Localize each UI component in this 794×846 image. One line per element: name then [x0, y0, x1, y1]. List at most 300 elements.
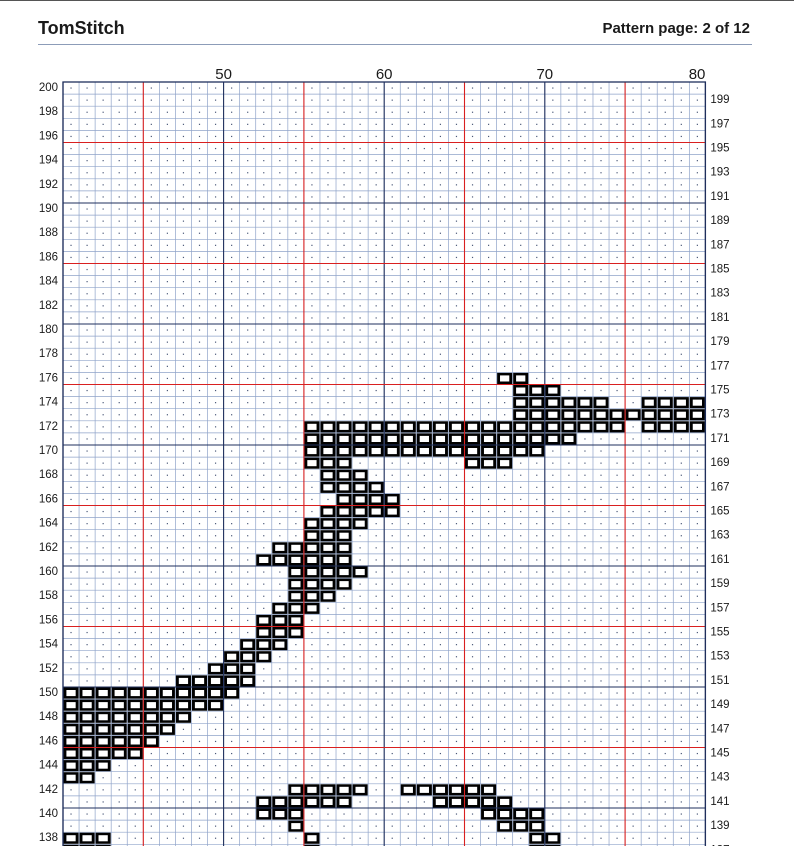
- cell-dot: [697, 741, 698, 742]
- cell-dot: [327, 765, 328, 766]
- cell-dot: [183, 644, 184, 645]
- cell-dot: [215, 257, 216, 258]
- cell-dot: [215, 741, 216, 742]
- cell-dot: [215, 87, 216, 88]
- cell-dot: [681, 511, 682, 512]
- cell-dot: [119, 87, 120, 88]
- cell-dot: [440, 475, 441, 476]
- cell-dot: [552, 801, 553, 802]
- cell-dot: [472, 221, 473, 222]
- cell-dot: [70, 100, 71, 101]
- cell-dot: [311, 136, 312, 137]
- cell-dot: [295, 523, 296, 524]
- stitch-inner: [693, 412, 702, 418]
- stitch-inner: [291, 593, 300, 599]
- cell-dot: [697, 777, 698, 778]
- cell-dot: [697, 801, 698, 802]
- cell-dot: [552, 184, 553, 185]
- cell-dot: [392, 196, 393, 197]
- cell-dot: [167, 584, 168, 585]
- cell-dot: [600, 124, 601, 125]
- cell-dot: [215, 305, 216, 306]
- cell-dot: [472, 148, 473, 149]
- cell-dot: [360, 584, 361, 585]
- cell-dot: [520, 656, 521, 657]
- stitch-inner: [532, 436, 541, 442]
- cell-dot: [681, 136, 682, 137]
- cell-dot: [247, 753, 248, 754]
- cell-dot: [456, 329, 457, 330]
- cell-dot: [103, 826, 104, 827]
- cell-dot: [119, 305, 120, 306]
- cell-dot: [70, 378, 71, 379]
- cell-dot: [697, 789, 698, 790]
- cell-dot: [231, 547, 232, 548]
- cell-dot: [616, 112, 617, 113]
- cell-dot: [504, 705, 505, 706]
- stitch-inner: [163, 714, 172, 720]
- cell-dot: [295, 426, 296, 427]
- column-label: 60: [375, 66, 393, 83]
- cell-dot: [504, 680, 505, 681]
- stitch-inner: [355, 424, 364, 430]
- cell-dot: [440, 257, 441, 258]
- cell-dot: [408, 378, 409, 379]
- cell-dot: [568, 511, 569, 512]
- cell-dot: [616, 826, 617, 827]
- cell-dot: [584, 257, 585, 258]
- cell-dot: [231, 511, 232, 512]
- cell-dot: [343, 329, 344, 330]
- stitch-inner: [355, 496, 364, 502]
- cell-dot: [552, 124, 553, 125]
- cell-dot: [279, 354, 280, 355]
- cell-dot: [681, 475, 682, 476]
- cell-dot: [504, 717, 505, 718]
- cell-dot: [376, 329, 377, 330]
- cell-dot: [199, 87, 200, 88]
- cell-dot: [327, 257, 328, 258]
- cell-dot: [215, 281, 216, 282]
- cell-dot: [247, 208, 248, 209]
- cell-dot: [311, 511, 312, 512]
- cell-dot: [215, 221, 216, 222]
- cell-dot: [247, 620, 248, 621]
- cell-dot: [376, 414, 377, 415]
- cell-dot: [86, 208, 87, 209]
- cell-dot: [665, 354, 666, 355]
- cell-dot: [633, 402, 634, 403]
- cell-dot: [311, 644, 312, 645]
- cell-dot: [86, 644, 87, 645]
- cell-dot: [424, 221, 425, 222]
- cell-dot: [167, 257, 168, 258]
- cell-dot: [86, 511, 87, 512]
- stitch-inner: [516, 375, 525, 381]
- cell-dot: [504, 172, 505, 173]
- cell-dot: [520, 680, 521, 681]
- cell-dot: [86, 233, 87, 234]
- cell-dot: [70, 136, 71, 137]
- cell-dot: [311, 342, 312, 343]
- cell-dot: [568, 717, 569, 718]
- cell-dot: [360, 535, 361, 536]
- cell-dot: [424, 136, 425, 137]
- cell-dot: [504, 656, 505, 657]
- stitch-inner: [339, 787, 348, 793]
- cell-dot: [472, 547, 473, 548]
- cell-dot: [231, 148, 232, 149]
- cell-dot: [151, 293, 152, 294]
- cell-dot: [408, 196, 409, 197]
- cell-dot: [295, 765, 296, 766]
- cell-dot: [215, 196, 216, 197]
- cell-dot: [665, 208, 666, 209]
- cell-dot: [472, 245, 473, 246]
- cell-dot: [472, 257, 473, 258]
- cell-dot: [70, 354, 71, 355]
- cell-dot: [424, 813, 425, 814]
- cell-dot: [103, 342, 104, 343]
- cell-dot: [536, 136, 537, 137]
- stitch-inner: [291, 569, 300, 575]
- cell-dot: [360, 87, 361, 88]
- cell-dot: [616, 511, 617, 512]
- cell-dot: [504, 329, 505, 330]
- cell-dot: [167, 801, 168, 802]
- cell-dot: [697, 329, 698, 330]
- stitch-inner: [115, 702, 124, 708]
- cell-dot: [681, 450, 682, 451]
- cell-dot: [616, 777, 617, 778]
- cell-dot: [247, 426, 248, 427]
- cell-dot: [536, 245, 537, 246]
- cell-dot: [231, 813, 232, 814]
- cell-dot: [215, 160, 216, 161]
- cell-dot: [456, 160, 457, 161]
- stitch-inner: [339, 799, 348, 805]
- cell-dot: [536, 100, 537, 101]
- cell-dot: [616, 305, 617, 306]
- cell-dot: [119, 184, 120, 185]
- cell-dot: [183, 656, 184, 657]
- cell-dot: [295, 196, 296, 197]
- cell-dot: [70, 511, 71, 512]
- cell-dot: [263, 172, 264, 173]
- cell-dot: [649, 112, 650, 113]
- stitch-inner: [227, 654, 236, 660]
- cell-dot: [199, 293, 200, 294]
- stitch-inner: [323, 569, 332, 575]
- stitch-inner: [131, 702, 140, 708]
- cell-dot: [568, 293, 569, 294]
- cell-dot: [408, 208, 409, 209]
- cell-dot: [167, 378, 168, 379]
- stitch-inner: [195, 678, 204, 684]
- cell-dot: [600, 547, 601, 548]
- cell-dot: [681, 668, 682, 669]
- cell-dot: [616, 838, 617, 839]
- cell-dot: [247, 475, 248, 476]
- cell-dot: [151, 390, 152, 391]
- cell-dot: [103, 632, 104, 633]
- cell-dot: [376, 801, 377, 802]
- stitch-inner: [323, 424, 332, 430]
- cell-dot: [295, 366, 296, 367]
- cell-dot: [633, 547, 634, 548]
- cell-dot: [552, 826, 553, 827]
- stitch-inner: [259, 654, 268, 660]
- cell-dot: [584, 523, 585, 524]
- cell-dot: [488, 136, 489, 137]
- cell-dot: [472, 608, 473, 609]
- cell-dot: [183, 317, 184, 318]
- cell-dot: [376, 789, 377, 790]
- cell-dot: [183, 124, 184, 125]
- cell-dot: [472, 390, 473, 391]
- stitch-inner: [548, 436, 557, 442]
- cell-dot: [183, 184, 184, 185]
- cell-dot: [70, 463, 71, 464]
- cell-dot: [649, 317, 650, 318]
- cell-dot: [665, 463, 666, 464]
- cell-dot: [600, 172, 601, 173]
- cell-dot: [440, 838, 441, 839]
- cell-dot: [151, 596, 152, 597]
- cell-dot: [584, 547, 585, 548]
- cell-dot: [343, 753, 344, 754]
- cell-dot: [616, 136, 617, 137]
- stitch-inner: [388, 448, 397, 454]
- stitch-inner: [323, 557, 332, 563]
- cell-dot: [408, 293, 409, 294]
- cell-dot: [119, 680, 120, 681]
- cell-dot: [215, 813, 216, 814]
- cell-dot: [247, 717, 248, 718]
- cell-dot: [295, 705, 296, 706]
- cell-dot: [697, 596, 698, 597]
- cell-dot: [681, 620, 682, 621]
- cell-dot: [215, 717, 216, 718]
- cell-dot: [311, 705, 312, 706]
- stitch-inner: [548, 424, 557, 430]
- cell-dot: [616, 450, 617, 451]
- cell-dot: [327, 608, 328, 609]
- cell-dot: [231, 826, 232, 827]
- cell-dot: [167, 112, 168, 113]
- stitch-inner: [307, 533, 316, 539]
- cell-dot: [584, 644, 585, 645]
- cell-dot: [86, 257, 87, 258]
- cell-dot: [568, 390, 569, 391]
- stitch-inner: [580, 412, 589, 418]
- cell-dot: [376, 777, 377, 778]
- cell-dot: [681, 535, 682, 536]
- stitch-inner: [291, 545, 300, 551]
- cell-dot: [681, 354, 682, 355]
- cell-dot: [86, 245, 87, 246]
- cell-dot: [167, 511, 168, 512]
- cell-dot: [552, 281, 553, 282]
- cell-dot: [633, 644, 634, 645]
- cell-dot: [568, 87, 569, 88]
- cell-dot: [424, 535, 425, 536]
- cell-dot: [552, 221, 553, 222]
- cell-dot: [199, 741, 200, 742]
- cell-dot: [456, 547, 457, 548]
- cell-dot: [167, 656, 168, 657]
- cell-dot: [263, 148, 264, 149]
- cell-dot: [408, 100, 409, 101]
- cell-dot: [600, 826, 601, 827]
- cell-dot: [215, 438, 216, 439]
- cell-dot: [472, 487, 473, 488]
- cell-dot: [199, 100, 200, 101]
- cell-dot: [263, 354, 264, 355]
- cell-dot: [697, 293, 698, 294]
- cell-dot: [135, 838, 136, 839]
- cell-dot: [279, 148, 280, 149]
- cell-dot: [103, 813, 104, 814]
- cell-dot: [504, 245, 505, 246]
- cell-dot: [247, 221, 248, 222]
- cell-dot: [552, 378, 553, 379]
- cell-dot: [392, 184, 393, 185]
- cell-dot: [327, 87, 328, 88]
- stitch-inner: [66, 738, 75, 744]
- cell-dot: [360, 668, 361, 669]
- cell-dot: [488, 342, 489, 343]
- cell-dot: [649, 172, 650, 173]
- cell-dot: [360, 390, 361, 391]
- cell-dot: [649, 535, 650, 536]
- cell-dot: [70, 535, 71, 536]
- cell-dot: [424, 305, 425, 306]
- row-label-left: 138: [38, 832, 58, 845]
- cell-dot: [697, 475, 698, 476]
- cell-dot: [649, 765, 650, 766]
- stitch-inner: [516, 811, 525, 817]
- cell-dot: [311, 184, 312, 185]
- cell-dot: [151, 777, 152, 778]
- cell-dot: [616, 620, 617, 621]
- cell-dot: [440, 584, 441, 585]
- cell-dot: [86, 366, 87, 367]
- cell-dot: [279, 656, 280, 657]
- cell-dot: [151, 136, 152, 137]
- cell-dot: [697, 753, 698, 754]
- cell-dot: [311, 317, 312, 318]
- cell-dot: [70, 148, 71, 149]
- cell-dot: [552, 656, 553, 657]
- cell-dot: [456, 765, 457, 766]
- cell-dot: [697, 813, 698, 814]
- cell-dot: [183, 511, 184, 512]
- cell-dot: [568, 100, 569, 101]
- row-label-left: 192: [38, 178, 58, 191]
- cell-dot: [488, 293, 489, 294]
- cell-dot: [135, 826, 136, 827]
- cell-dot: [520, 741, 521, 742]
- cell-dot: [327, 100, 328, 101]
- cell-dot: [584, 136, 585, 137]
- stitch-inner: [484, 436, 493, 442]
- cell-dot: [424, 329, 425, 330]
- cell-dot: [649, 511, 650, 512]
- cell-dot: [649, 450, 650, 451]
- stitch-inner: [82, 726, 91, 732]
- cell-dot: [633, 136, 634, 137]
- cell-dot: [215, 245, 216, 246]
- cell-dot: [424, 705, 425, 706]
- stitch-inner: [516, 424, 525, 430]
- cell-dot: [488, 100, 489, 101]
- row-label-left: 172: [38, 420, 58, 433]
- cell-dot: [536, 535, 537, 536]
- stitch-inner: [500, 799, 509, 805]
- cell-dot: [199, 813, 200, 814]
- cell-dot: [376, 221, 377, 222]
- cell-dot: [600, 511, 601, 512]
- cell-dot: [665, 511, 666, 512]
- cell-dot: [681, 184, 682, 185]
- cell-dot: [151, 523, 152, 524]
- cell-dot: [167, 124, 168, 125]
- cell-dot: [408, 414, 409, 415]
- cell-dot: [633, 753, 634, 754]
- cell-dot: [86, 378, 87, 379]
- cell-dot: [360, 559, 361, 560]
- cell-dot: [70, 450, 71, 451]
- row-label-right: 153: [710, 650, 730, 663]
- cell-dot: [665, 305, 666, 306]
- stitch-inner: [307, 424, 316, 430]
- stitch-inner: [532, 823, 541, 829]
- cell-dot: [472, 269, 473, 270]
- cell-dot: [311, 233, 312, 234]
- cell-dot: [488, 184, 489, 185]
- cell-dot: [488, 535, 489, 536]
- cell-dot: [520, 293, 521, 294]
- cell-dot: [504, 596, 505, 597]
- cell-dot: [360, 620, 361, 621]
- cell-dot: [327, 692, 328, 693]
- cell-dot: [568, 813, 569, 814]
- cell-dot: [343, 160, 344, 161]
- cell-dot: [263, 680, 264, 681]
- cell-dot: [231, 632, 232, 633]
- cell-dot: [70, 269, 71, 270]
- cell-dot: [681, 559, 682, 560]
- cell-dot: [472, 813, 473, 814]
- cell-dot: [697, 160, 698, 161]
- cell-dot: [536, 705, 537, 706]
- cell-dot: [70, 329, 71, 330]
- cell-dot: [376, 233, 377, 234]
- cell-dot: [392, 317, 393, 318]
- cell-dot: [135, 438, 136, 439]
- cell-dot: [616, 438, 617, 439]
- cell-dot: [295, 487, 296, 488]
- row-label-right: 183: [710, 287, 730, 300]
- cell-dot: [327, 620, 328, 621]
- cell-dot: [697, 317, 698, 318]
- cell-dot: [279, 838, 280, 839]
- row-label-right: 143: [710, 771, 730, 784]
- cell-dot: [616, 729, 617, 730]
- stitch-inner: [66, 751, 75, 757]
- cell-dot: [247, 414, 248, 415]
